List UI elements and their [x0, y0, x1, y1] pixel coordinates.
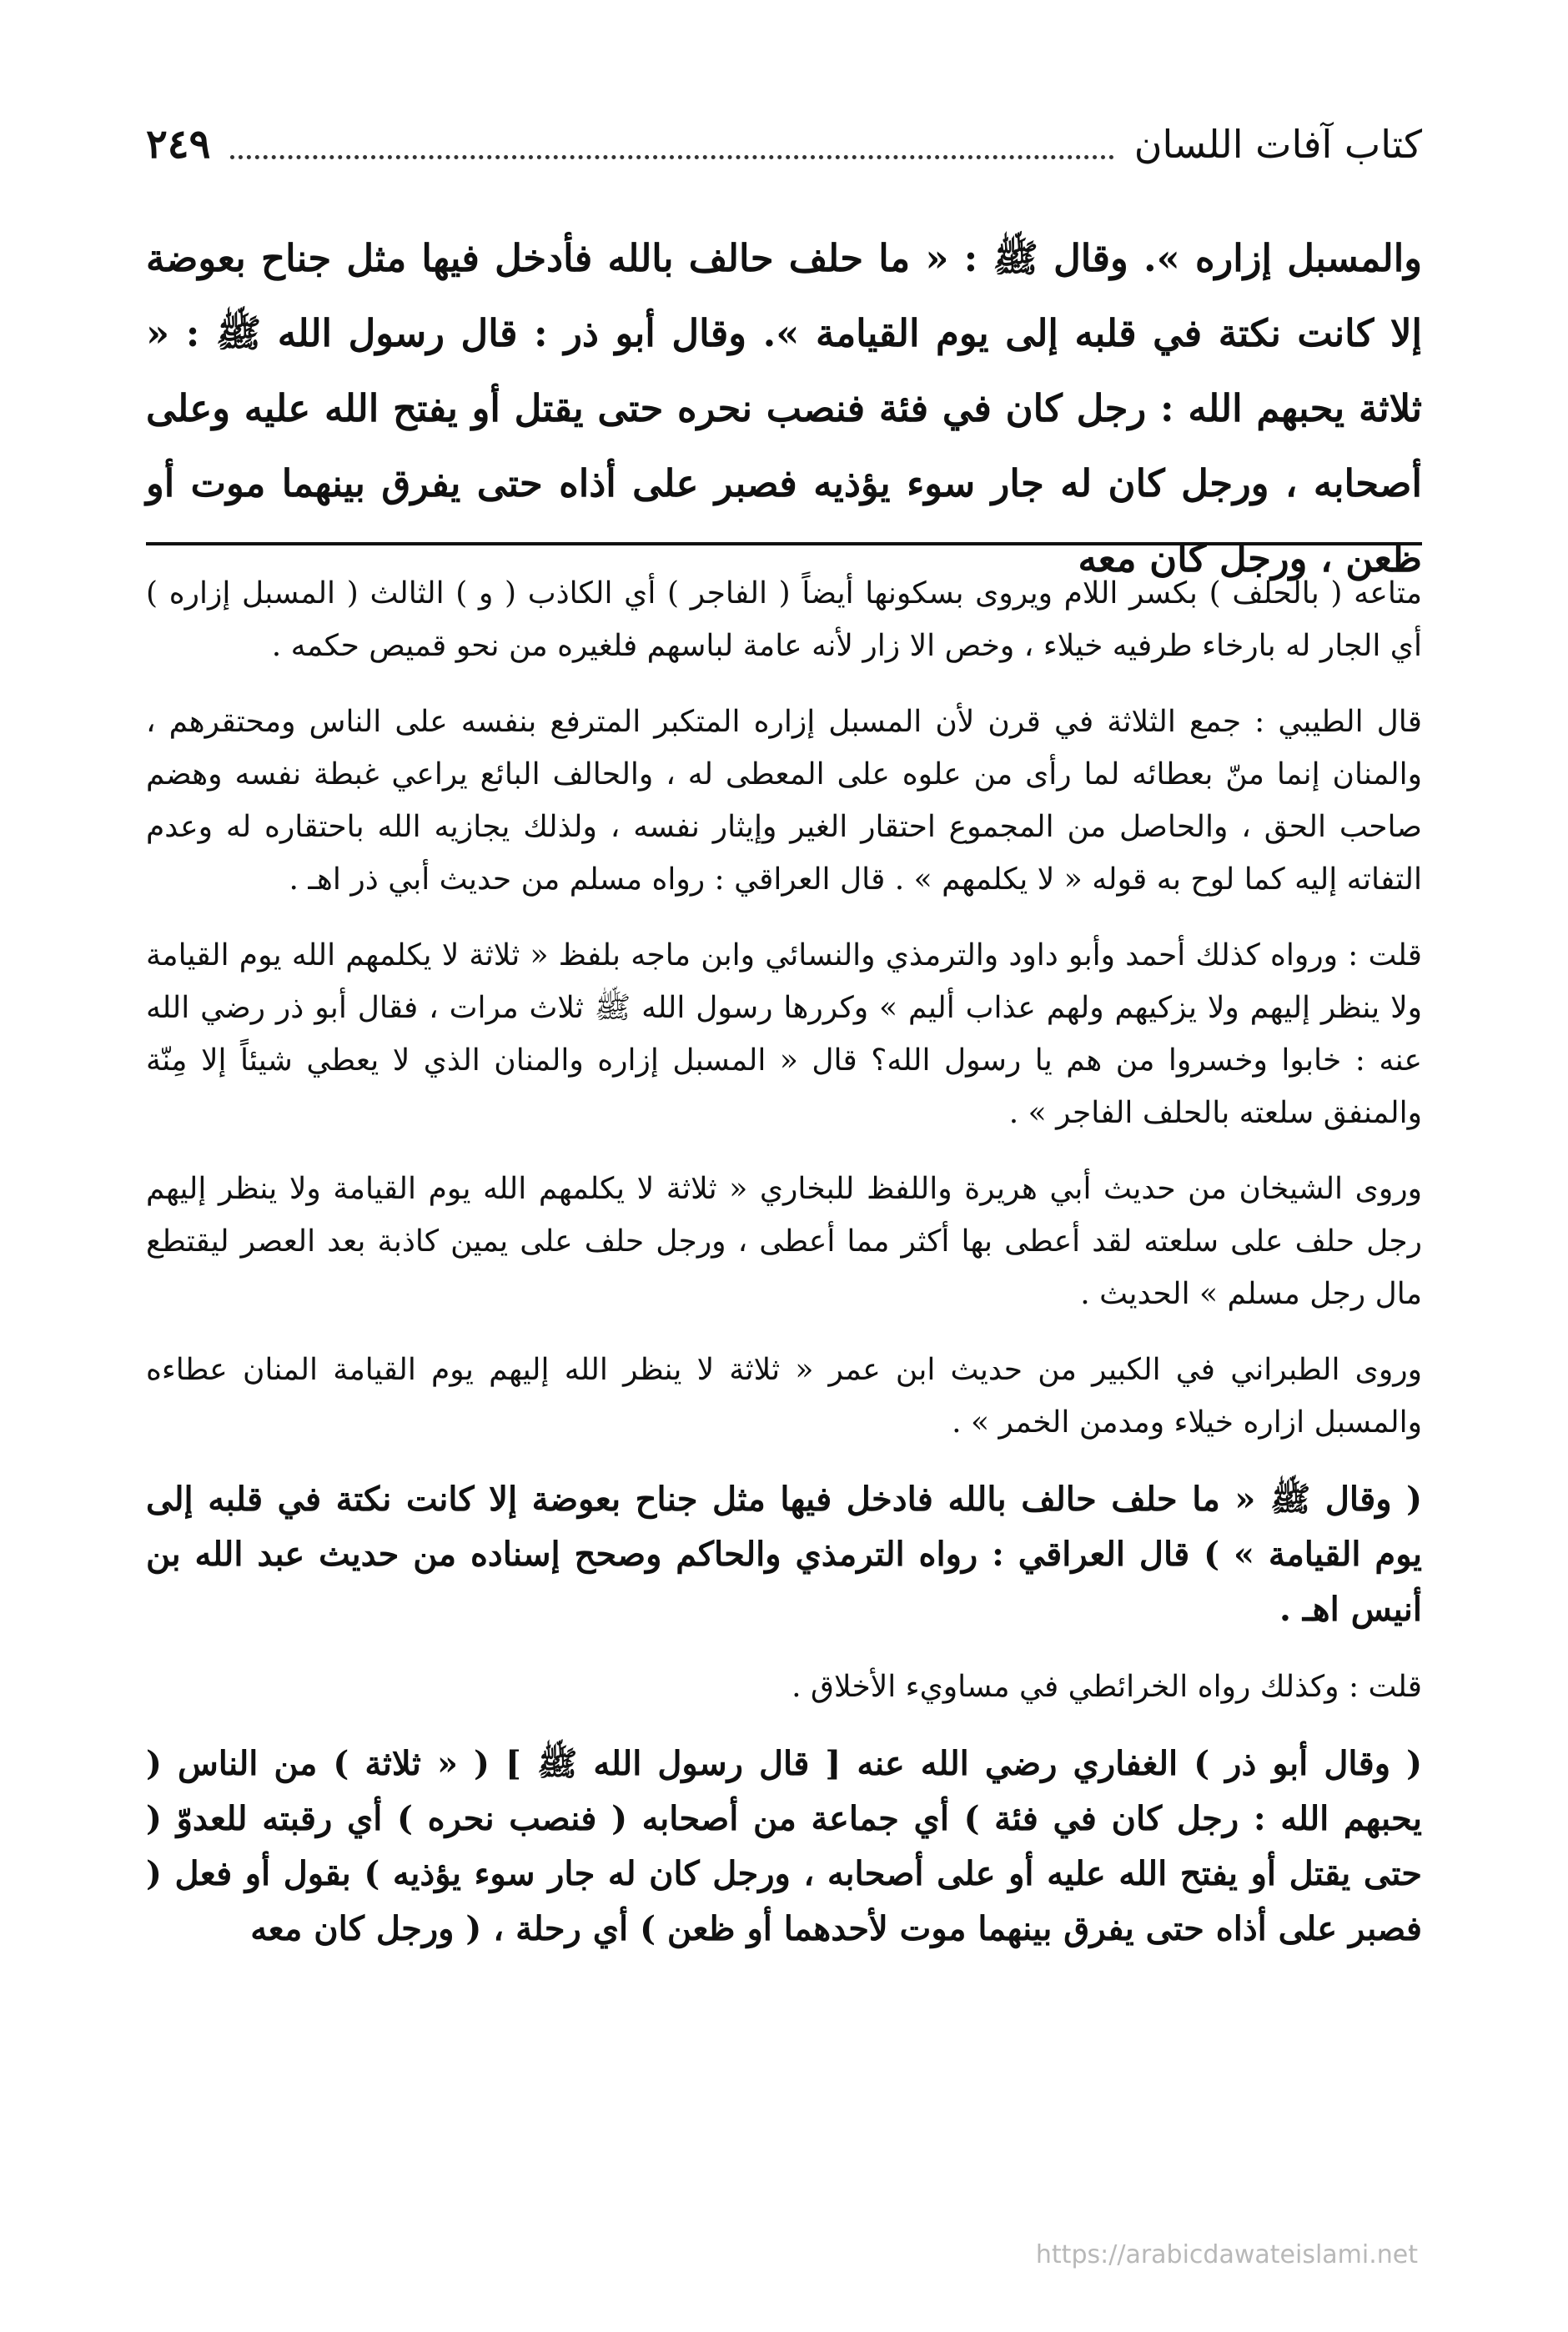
commentary-paragraph-quote: ( وقال أبو ذر ) الغفاري رضي الله عنه [ قال رسول الله ﷺ ] ( « ثلاثة ) من الناس ( يحبهم الله : رجل كان في فئة ) أي جماعة من أصحابه ( فنصب نحره ) أي رقبته للعدوّ ( حتى يقتل أو يفتح الله عليه أو على أصحابه ، ورجل كان له جار سوء يؤذيه ) بقول أو فعل ( فصبر على أذاه حتى يفرق بينهما موت لأحدهما أو ظعن ) أي رحلة ، ( ورجل كان معه	[146, 1744, 1422, 1948]
commentary-paragraph: متاعه ( بالحلف ) بكسر اللام ويروى بسكونها أيضاً ( الفاجر ) أي الكاذب ( و ) الثالث ( المسبل إزاره ) أي الجار له بارخاء طرفيه خيلاء ، وخص الا زار لأنه عامة لباسهم فلغيره من نحو قميص حكمه .	[146, 576, 1422, 663]
leader-dots	[230, 130, 1113, 159]
footnote-divider	[146, 542, 1422, 545]
main-text: والمسبل إزاره ». وقال ﷺ : « ما حلف حالف بالله فأدخل فيها مثل جناح بعوضة إلا كانت نكتة في قلبه إلى يوم القيامة ». وقال أبو ذر : قال رسول الله ﷺ : « ثلاثة يحبهم الله : رجل كان في فئة فنصب نحره حتى يقتل أو يفتح الله عليه وعلى أصحابه ، ورجل كان له جار سوء يؤذيه فصبر على أذاه حتى يفرق بينهما موت أو ظعن ، ورجل كان معه	[146, 236, 1422, 580]
book-title: كتاب آفات اللسان	[1133, 122, 1422, 167]
commentary	[146, 567, 1422, 1980]
running-header	[146, 115, 1422, 173]
commentary-paragraph: قلت : ورواه كذلك أحمد وأبو داود والترمذي والنسائي وابن ماجه بلفظ « ثلاثة لا يكلمهم الله يوم القيامة ولا ينظر إليهم ولا يزكيهم ولهم عذاب أليم » وكررها رسول الله ﷺ ثلاث مرات ، فقال أبو ذر رضي الله عنه : خابوا وخسروا من هم يا رسول الله؟ قال « المسبل إزاره والمنان الذي لا يعطي شيئاً إلا مِنّة والمنفق سلعته بالحلف الفاجر » .	[146, 938, 1422, 1130]
watermark-url: https://arabicdawateislami.net	[1035, 2240, 1418, 2269]
commentary-paragraph-quote: ( وقال ﷺ « ما حلف حالف بالله فادخل فيها مثل جناح بعوضة إلا كانت نكتة في قلبه إلى يوم القيامة » ) قال العراقي : رواه الترمذي والحاكم وصحح إسناده من حديث عبد الله بن أنيس اهـ .	[146, 1480, 1422, 1629]
commentary-paragraph: وروى الطبراني في الكبير من حديث ابن عمر « ثلاثة لا ينظر الله إليهم يوم القيامة المنان عطاءه والمسبل ازاره خيلاء ومدمن الخمر » .	[146, 1353, 1422, 1440]
page-number: ٢٤٩	[146, 121, 211, 168]
commentary-paragraph: قال الطيبي : جمع الثلاثة في قرن لأن المسبل إزاره المتكبر المترفع بنفسه على الناس ومحتقرهم ، والمنان إنما منّ بعطائه لما رأى من علوه على المعطى له ، والحالف البائع يراعي غبطة نفسه وهضم صاحب الحق ، والحاصل من المجموع احتقار الغير وإيثار نفسه ، ولذلك يجازيه الله باحتقاره له وعدم التفاته إليه كما لوح به قوله « لا يكلمهم » . قال العراقي : رواه مسلم من حديث أبي ذر اهـ .	[146, 705, 1422, 897]
commentary-paragraph: وروى الشيخان من حديث أبي هريرة واللفظ للبخاري « ثلاثة لا يكلمهم الله يوم القيامة ولا ينظر إليهم رجل حلف على سلعته لقد أعطى بها أكثر مما أعطى ، ورجل حلف على يمين كاذبة بعد العصر ليقتطع مال رجل مسلم » الحديث .	[146, 1172, 1422, 1311]
commentary-paragraph: قلت : وكذلك رواه الخرائطي في مساويء الأخلاق .	[792, 1670, 1422, 1704]
